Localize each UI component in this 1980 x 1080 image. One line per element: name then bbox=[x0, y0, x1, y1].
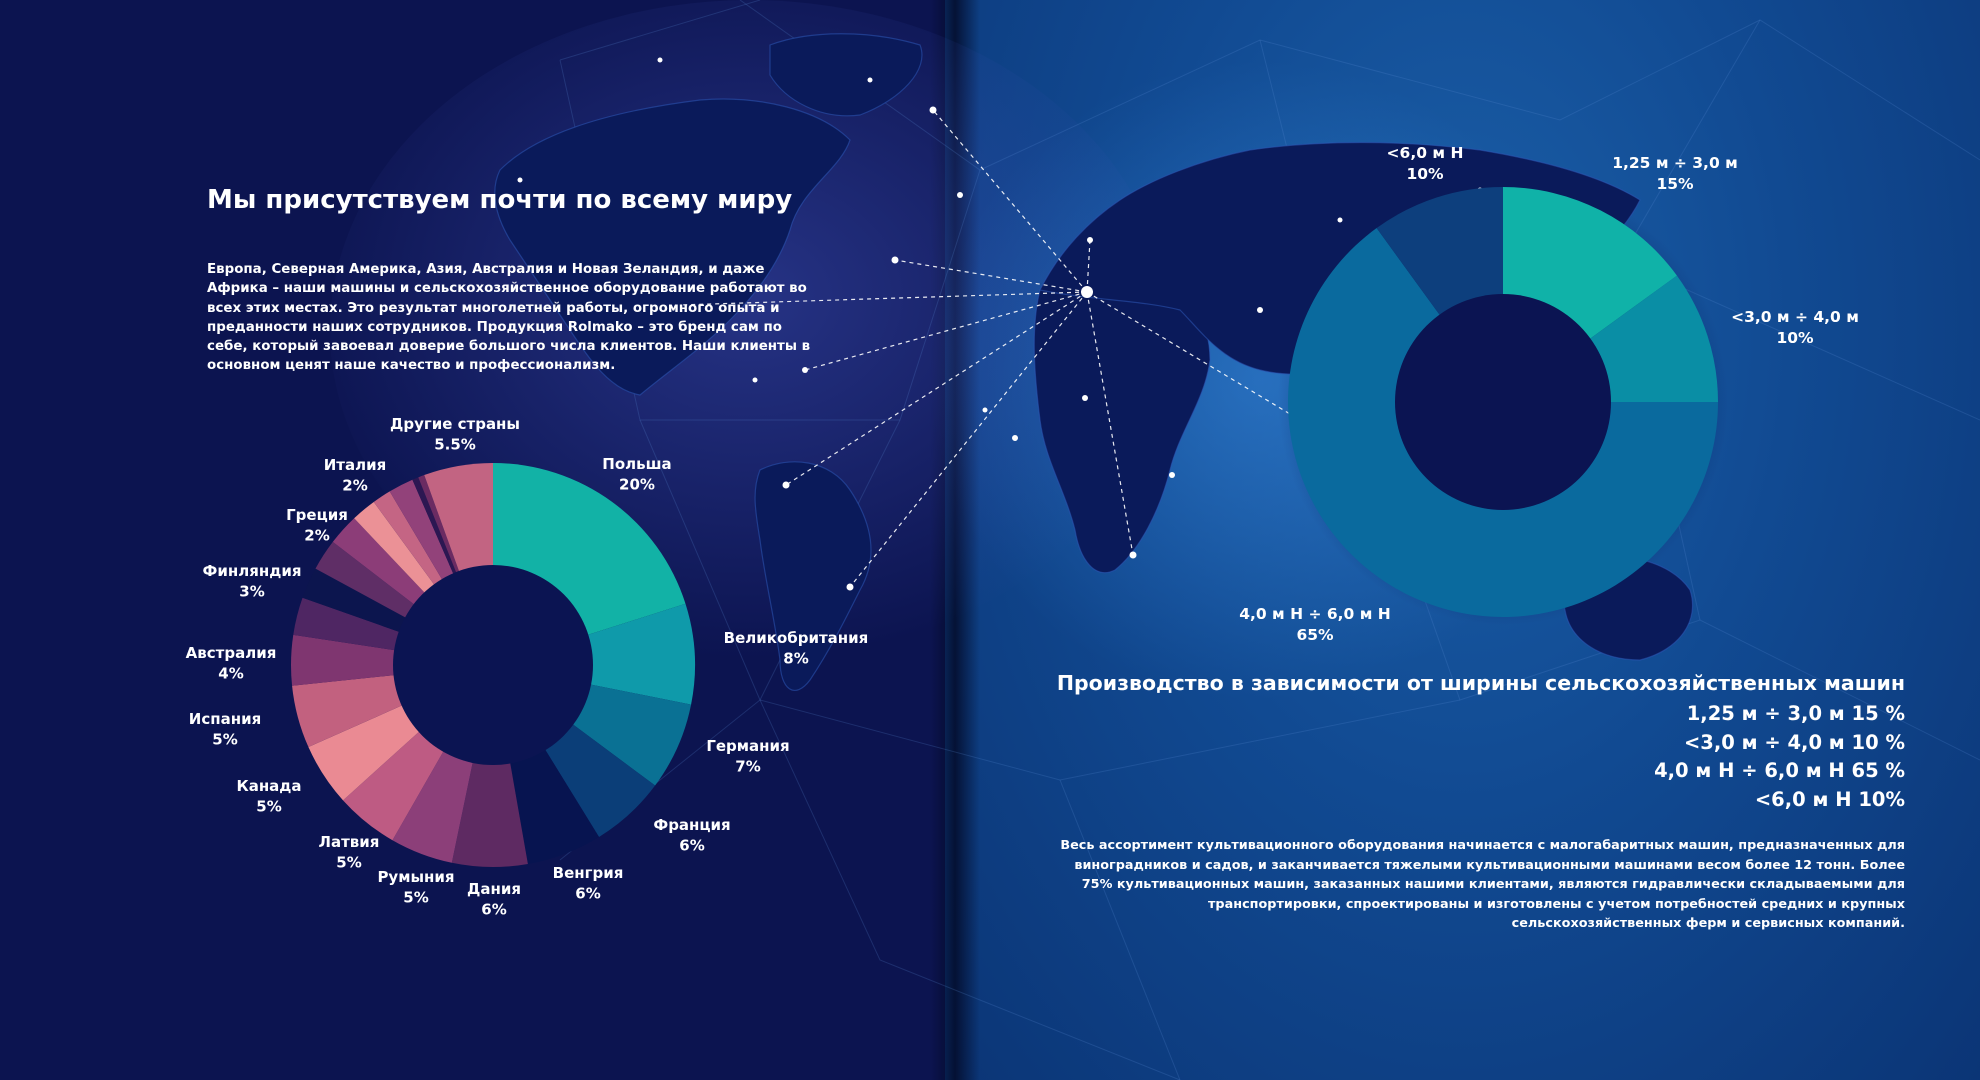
countries-slice-value: 20% bbox=[619, 475, 655, 494]
right-section-description: Весь ассортимент культивационного оборудования начинается с малогабаритных машин, предназначенных для виноградников и садов, и заканчивается тяжелыми культивационными машинами весом более 12 тонн. Более 75% культивационных машин, заказанных нашими клиентами, являются гидравлически складываемыми для транспортировки, спроектированы и изготовлены с учетом потребностей средних и крупных сельскохозяйственных ферм и сервисных компаний. bbox=[1060, 838, 1905, 931]
countries-slice-value: 3% bbox=[239, 582, 265, 601]
countries-slice-value: 5% bbox=[256, 797, 282, 816]
width-slice-value: 15% bbox=[1656, 174, 1694, 193]
countries-slice-value: 2% bbox=[342, 476, 368, 495]
width-slice-label bbox=[1612, 154, 1738, 193]
left-section-description: Европа, Северная Америка, Азия, Австралия и Новая Зеландия, и даже Африка – наши машины и сельскохозяйственное оборудование работают во всех этих местах. Это результат многолетней работы, огромного опыта и преданности наших сотрудников. Продукция Rolmako – это бренд сам по себе, который завоевал доверие большого числа клиентов. Наши клиенты в основном ценят наше качество и профессионализм. bbox=[207, 262, 811, 374]
countries-slice-value: 4% bbox=[218, 664, 244, 683]
width-slice-value: 10% bbox=[1406, 164, 1444, 183]
countries-slice-name: Канада bbox=[236, 777, 302, 795]
countries-slice-value: 2% bbox=[304, 526, 330, 545]
countries-slice-name: Великобритания bbox=[723, 629, 869, 647]
countries-slice-name: Германия bbox=[706, 737, 790, 755]
countries-slice-name: Финляндия bbox=[202, 562, 302, 580]
countries-slice-value: 6% bbox=[481, 900, 507, 919]
width-slice-label bbox=[1731, 308, 1859, 347]
countries-slice-name: Другие страны bbox=[390, 415, 520, 433]
countries-slice-value: 5% bbox=[336, 853, 362, 872]
countries-slice-value: 5.5% bbox=[434, 435, 476, 454]
width-slice-name: 4,0 м Н ÷ 6,0 м Н bbox=[1239, 605, 1391, 623]
countries-slice-name: Румыния bbox=[377, 868, 455, 886]
countries-slice-value: 5% bbox=[212, 730, 238, 749]
width-slice-value: 65% bbox=[1296, 625, 1334, 644]
countries-slice-name: Греция bbox=[286, 506, 348, 524]
countries-slice-value: 8% bbox=[783, 649, 809, 668]
countries-slice-name: Латвия bbox=[318, 833, 380, 851]
width-stats-list bbox=[1654, 700, 1905, 814]
countries-slice-name: Польша bbox=[602, 455, 672, 473]
countries-slice-value: 7% bbox=[735, 757, 761, 776]
width-slice-name: 1,25 м ÷ 3,0 м bbox=[1612, 154, 1738, 172]
left-section-title: Мы присутствуем почти по всему миру bbox=[207, 185, 793, 215]
countries-slice-name: Дания bbox=[467, 880, 521, 898]
width-stat-4: <6,0 м Н 10% bbox=[1754, 787, 1905, 811]
countries-slice-name: Венгрия bbox=[552, 864, 624, 882]
width-slice-value: 10% bbox=[1776, 328, 1814, 347]
countries-slice-name: Франция bbox=[653, 816, 731, 834]
width-slice-label bbox=[1387, 144, 1464, 183]
width-stat-1: 1,25 м ÷ 3,0 м 15 % bbox=[1686, 702, 1905, 725]
width-slice-label bbox=[1239, 605, 1391, 644]
countries-slice-value: 6% bbox=[575, 884, 601, 903]
countries-slice-value: 5% bbox=[403, 888, 429, 907]
countries-slice-name: Австралия bbox=[185, 644, 277, 662]
countries-slice-name: Италия bbox=[323, 456, 387, 474]
width-slice-name: <6,0 м Н bbox=[1386, 144, 1464, 162]
countries-slice-name: Испания bbox=[188, 710, 262, 728]
width-slice-name: <3,0 м ÷ 4,0 м bbox=[1731, 308, 1859, 326]
width-stat-3: 4,0 м Н ÷ 6,0 м Н 65 % bbox=[1654, 759, 1905, 782]
right-section-title: Производство в зависимости от ширины сельскохозяйственных машин bbox=[1056, 671, 1905, 695]
width-donut-hole bbox=[1395, 294, 1611, 510]
countries-slice-value: 6% bbox=[679, 836, 705, 855]
width-stat-2: <3,0 м ÷ 4,0 м 10 % bbox=[1683, 730, 1905, 754]
